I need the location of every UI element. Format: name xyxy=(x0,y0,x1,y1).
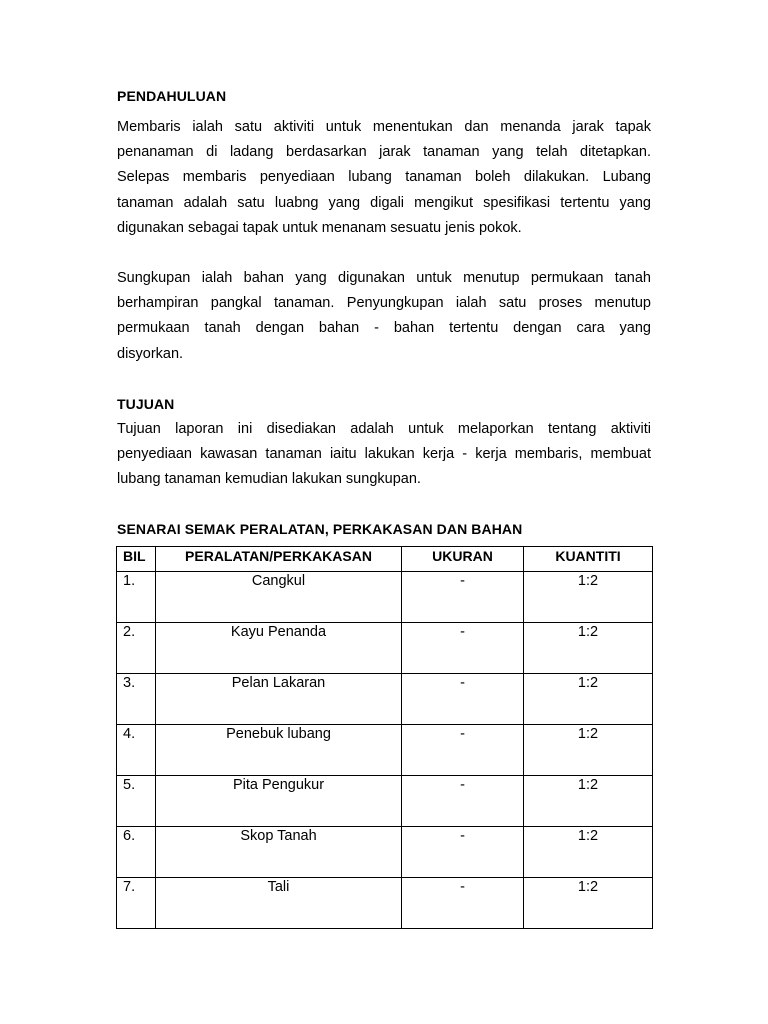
text-line: berhampiran pangkal tanaman. Penyungkupan ialah satu proses menutup xyxy=(117,295,651,312)
cell-ukuran: - xyxy=(402,878,524,929)
text-line: Selepas membaris penyediaan lubang tanaman boleh dilakukan. Lubang xyxy=(117,169,651,186)
cell-ukuran: - xyxy=(402,572,524,623)
text-line: Membaris ialah satu aktiviti untuk menentukan dan menanda jarak tapak xyxy=(117,119,651,135)
text-line: lubang tanaman kemudian lakukan sungkupan. xyxy=(117,471,421,488)
cell-bil: 6. xyxy=(117,827,156,878)
cell-bil: 7. xyxy=(117,878,156,929)
cell-bil: 3. xyxy=(117,674,156,725)
pendahuluan-paragraph-2 xyxy=(117,266,651,367)
cell-item: Kayu Penanda xyxy=(156,623,402,674)
cell-ukuran: - xyxy=(402,827,524,878)
cell-kuantiti: 1:2 xyxy=(524,776,653,827)
cell-ukuran: - xyxy=(402,674,524,725)
column-header-kuantiti: KUANTITI xyxy=(524,547,653,572)
cell-bil: 1. xyxy=(117,572,156,623)
column-header-bil: BIL xyxy=(117,547,156,572)
table-row xyxy=(117,674,653,725)
table-row xyxy=(117,776,653,827)
column-header-ukuran: UKURAN xyxy=(402,547,524,572)
cell-bil: 2. xyxy=(117,623,156,674)
table-row xyxy=(117,623,653,674)
cell-kuantiti: 1:2 xyxy=(524,827,653,878)
heading-tujuan: TUJUAN xyxy=(117,396,175,412)
heading-senarai-semak: SENARAI SEMAK PERALATAN, PERKAKASAN DAN BAHAN xyxy=(117,521,523,537)
text-line: penanaman di ladang berdasarkan jarak tanaman yang telah ditetapkan. xyxy=(117,144,651,161)
table-row xyxy=(117,827,653,878)
cell-kuantiti: 1:2 xyxy=(524,674,653,725)
cell-ukuran: - xyxy=(402,725,524,776)
cell-item: Skop Tanah xyxy=(156,827,402,878)
cell-item: Pita Pengukur xyxy=(156,776,402,827)
table-header-row xyxy=(117,547,653,572)
table-row xyxy=(117,572,653,623)
cell-bil: 4. xyxy=(117,725,156,776)
text-line: tanaman adalah satu luabng yang digali mengikut spesifikasi tertentu yang xyxy=(117,194,651,211)
cell-kuantiti: 1:2 xyxy=(524,572,653,623)
cell-item: Pelan Lakaran xyxy=(156,674,402,725)
cell-item: Tali xyxy=(156,878,402,929)
cell-item: Penebuk lubang xyxy=(156,725,402,776)
equipment-checklist-table xyxy=(116,546,653,929)
cell-ukuran: - xyxy=(402,776,524,827)
column-header-peralatan: PERALATAN/PERKAKASAN xyxy=(156,547,402,572)
cell-bil: 5. xyxy=(117,776,156,827)
text-line: Tujuan laporan ini disediakan adalah untuk melaporkan tentang aktiviti xyxy=(117,421,651,437)
tujuan-paragraph xyxy=(117,417,651,493)
heading-pendahuluan: PENDAHULUAN xyxy=(117,88,227,104)
table-row xyxy=(117,725,653,776)
pendahuluan-paragraph-1 xyxy=(117,115,651,241)
cell-kuantiti: 1:2 xyxy=(524,725,653,776)
text-line: disyorkan. xyxy=(117,345,184,362)
cell-item: Cangkul xyxy=(156,572,402,623)
cell-kuantiti: 1:2 xyxy=(524,878,653,929)
text-line: penyediaan kawasan tanaman iaitu lakukan kerja - kerja membaris, membuat xyxy=(117,446,651,463)
text-line: permukaan tanah dengan bahan - bahan tertentu dengan cara yang xyxy=(117,320,651,337)
cell-kuantiti: 1:2 xyxy=(524,623,653,674)
text-line: digunakan sebagai tapak untuk menanam sesuatu jenis pokok. xyxy=(117,219,522,236)
table-row xyxy=(117,878,653,929)
cell-ukuran: - xyxy=(402,623,524,674)
text-line: Sungkupan ialah bahan yang digunakan untuk menutup permukaan tanah xyxy=(117,270,651,286)
